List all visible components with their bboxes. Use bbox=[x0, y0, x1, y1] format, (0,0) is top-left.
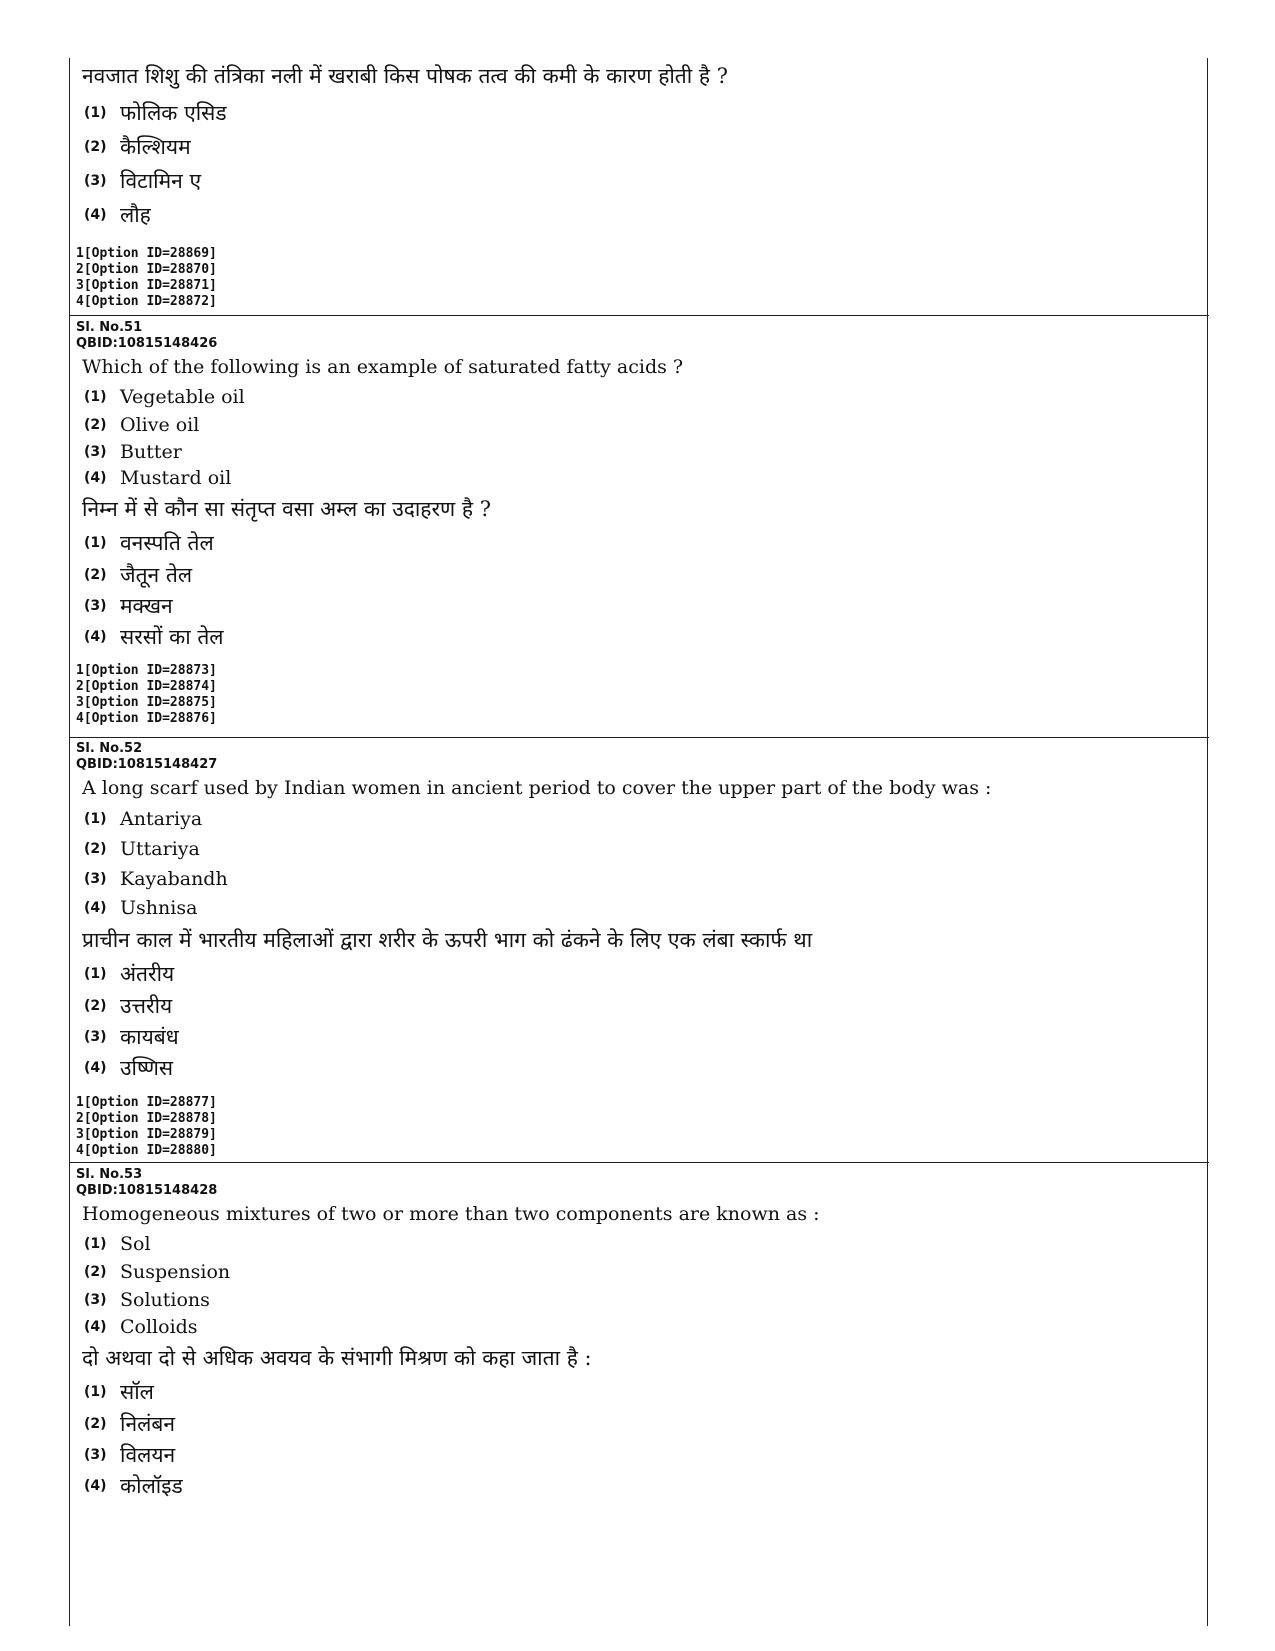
question-51-english-option-2: (2) Olive oil bbox=[84, 414, 200, 436]
question-51-hindi-option-1: (1) वनस्पति तेल bbox=[84, 531, 214, 555]
question-50-block bbox=[70, 62, 1207, 310]
question-52-english-text: A long scarf used by Indian women in ancient period to cover the upper part of the body was : bbox=[82, 777, 992, 799]
qbid: QBID:10815148426 bbox=[76, 336, 218, 351]
question-52-hindi-option-4: (4) उष्णिस bbox=[84, 1055, 174, 1080]
question-53-hindi-text: दो अथवा दो से अधिक अवयव के संभागी मिश्रण को कहा जाता है : bbox=[82, 1346, 592, 1370]
question-51-english-option-1: (1) Vegetable oil bbox=[84, 386, 245, 408]
question-51-english-option-3: (3) Butter bbox=[84, 441, 182, 463]
question-53-block bbox=[70, 1167, 1207, 1501]
question-52-hindi-option-3: (3) कायबंध bbox=[84, 1024, 179, 1049]
question-52-english-option-1: (1) Antariya bbox=[84, 808, 203, 830]
question-divider bbox=[69, 1162, 1209, 1163]
question-divider bbox=[69, 315, 1209, 316]
question-51-block bbox=[70, 320, 1207, 727]
question-53-hindi-option-1: (1) सॉल bbox=[84, 1380, 154, 1404]
question-52-hindi-text: प्राचीन काल में भारतीय महिलाओं द्वारा शरीर के ऊपरी भाग को ढंकने के लिए एक लंबा स्कार्फ था bbox=[82, 928, 813, 952]
question-53-hindi-option-2: (2) निलंबन bbox=[84, 1411, 175, 1436]
serial-number: Sl. No.53 bbox=[76, 1167, 143, 1182]
question-50-hindi-option-2: (2) कैल्शियम bbox=[84, 135, 191, 159]
question-53-hindi-option-3: (3) विलयन bbox=[84, 1442, 176, 1467]
question-53-english-option-3: (3) Solutions bbox=[84, 1289, 210, 1311]
question-52-hindi-option-1: (1) अंतरीय bbox=[84, 962, 175, 986]
question-51-english-text: Which of the following is an example of saturated fatty acids ? bbox=[82, 356, 684, 378]
question-53-english-option-2: (2) Suspension bbox=[84, 1261, 231, 1283]
question-50-option-ids: 1[Option ID=28869] 2[Option ID=28870] 3[Option ID=28871] 4[Option ID=28872] bbox=[76, 246, 217, 309]
question-53-english-option-4: (4) Colloids bbox=[84, 1316, 198, 1338]
serial-number: Sl. No.52 bbox=[76, 741, 143, 756]
question-paper-frame bbox=[69, 58, 1208, 1626]
question-50-hindi-option-1: (1) फोलिक एसिड bbox=[84, 101, 227, 125]
question-50-hindi-option-3: (3) विटामिन ए bbox=[84, 169, 202, 193]
question-53-english-option-1: (1) Sol bbox=[84, 1233, 151, 1255]
question-51-english-option-4: (4) Mustard oil bbox=[84, 467, 232, 489]
question-51-hindi-text: निम्न में से कौन सा संतृप्त वसा अम्ल का उदाहरण है ? bbox=[82, 497, 491, 521]
question-51-hindi-option-3: (3) मक्खन bbox=[84, 594, 173, 618]
question-divider bbox=[69, 737, 1209, 738]
question-52-option-ids: 1[Option ID=28877] 2[Option ID=28878] 3[Option ID=28879] 4[Option ID=28880] bbox=[76, 1095, 217, 1158]
qbid: QBID:10815148428 bbox=[76, 1183, 218, 1198]
question-53-english-text: Homogeneous mixtures of two or more than two components are known as : bbox=[82, 1203, 820, 1225]
question-53-hindi-option-4: (4) कोलॉइड bbox=[84, 1473, 183, 1498]
question-52-block bbox=[70, 741, 1207, 1159]
question-52-hindi-option-2: (2) उत्तरीय bbox=[84, 993, 173, 1018]
question-52-english-option-4: (4) Ushnisa bbox=[84, 897, 198, 919]
question-50-hindi-option-4: (4) लौह bbox=[84, 203, 151, 227]
question-52-english-option-3: (3) Kayabandh bbox=[84, 868, 228, 890]
question-51-hindi-option-2: (2) जैतून तेल bbox=[84, 563, 193, 587]
question-50-hindi-text: नवजात शिशु की तंत्रिका नली में खराबी किस पोषक तत्व की कमी के कारण होती है ? bbox=[82, 64, 728, 88]
serial-number: Sl. No.51 bbox=[76, 320, 143, 335]
question-51-option-ids: 1[Option ID=28873] 2[Option ID=28874] 3[Option ID=28875] 4[Option ID=28876] bbox=[76, 663, 217, 726]
question-51-hindi-option-4: (4) सरसों का तेल bbox=[84, 625, 224, 649]
qbid: QBID:10815148427 bbox=[76, 757, 218, 772]
question-52-english-option-2: (2) Uttariya bbox=[84, 838, 200, 860]
